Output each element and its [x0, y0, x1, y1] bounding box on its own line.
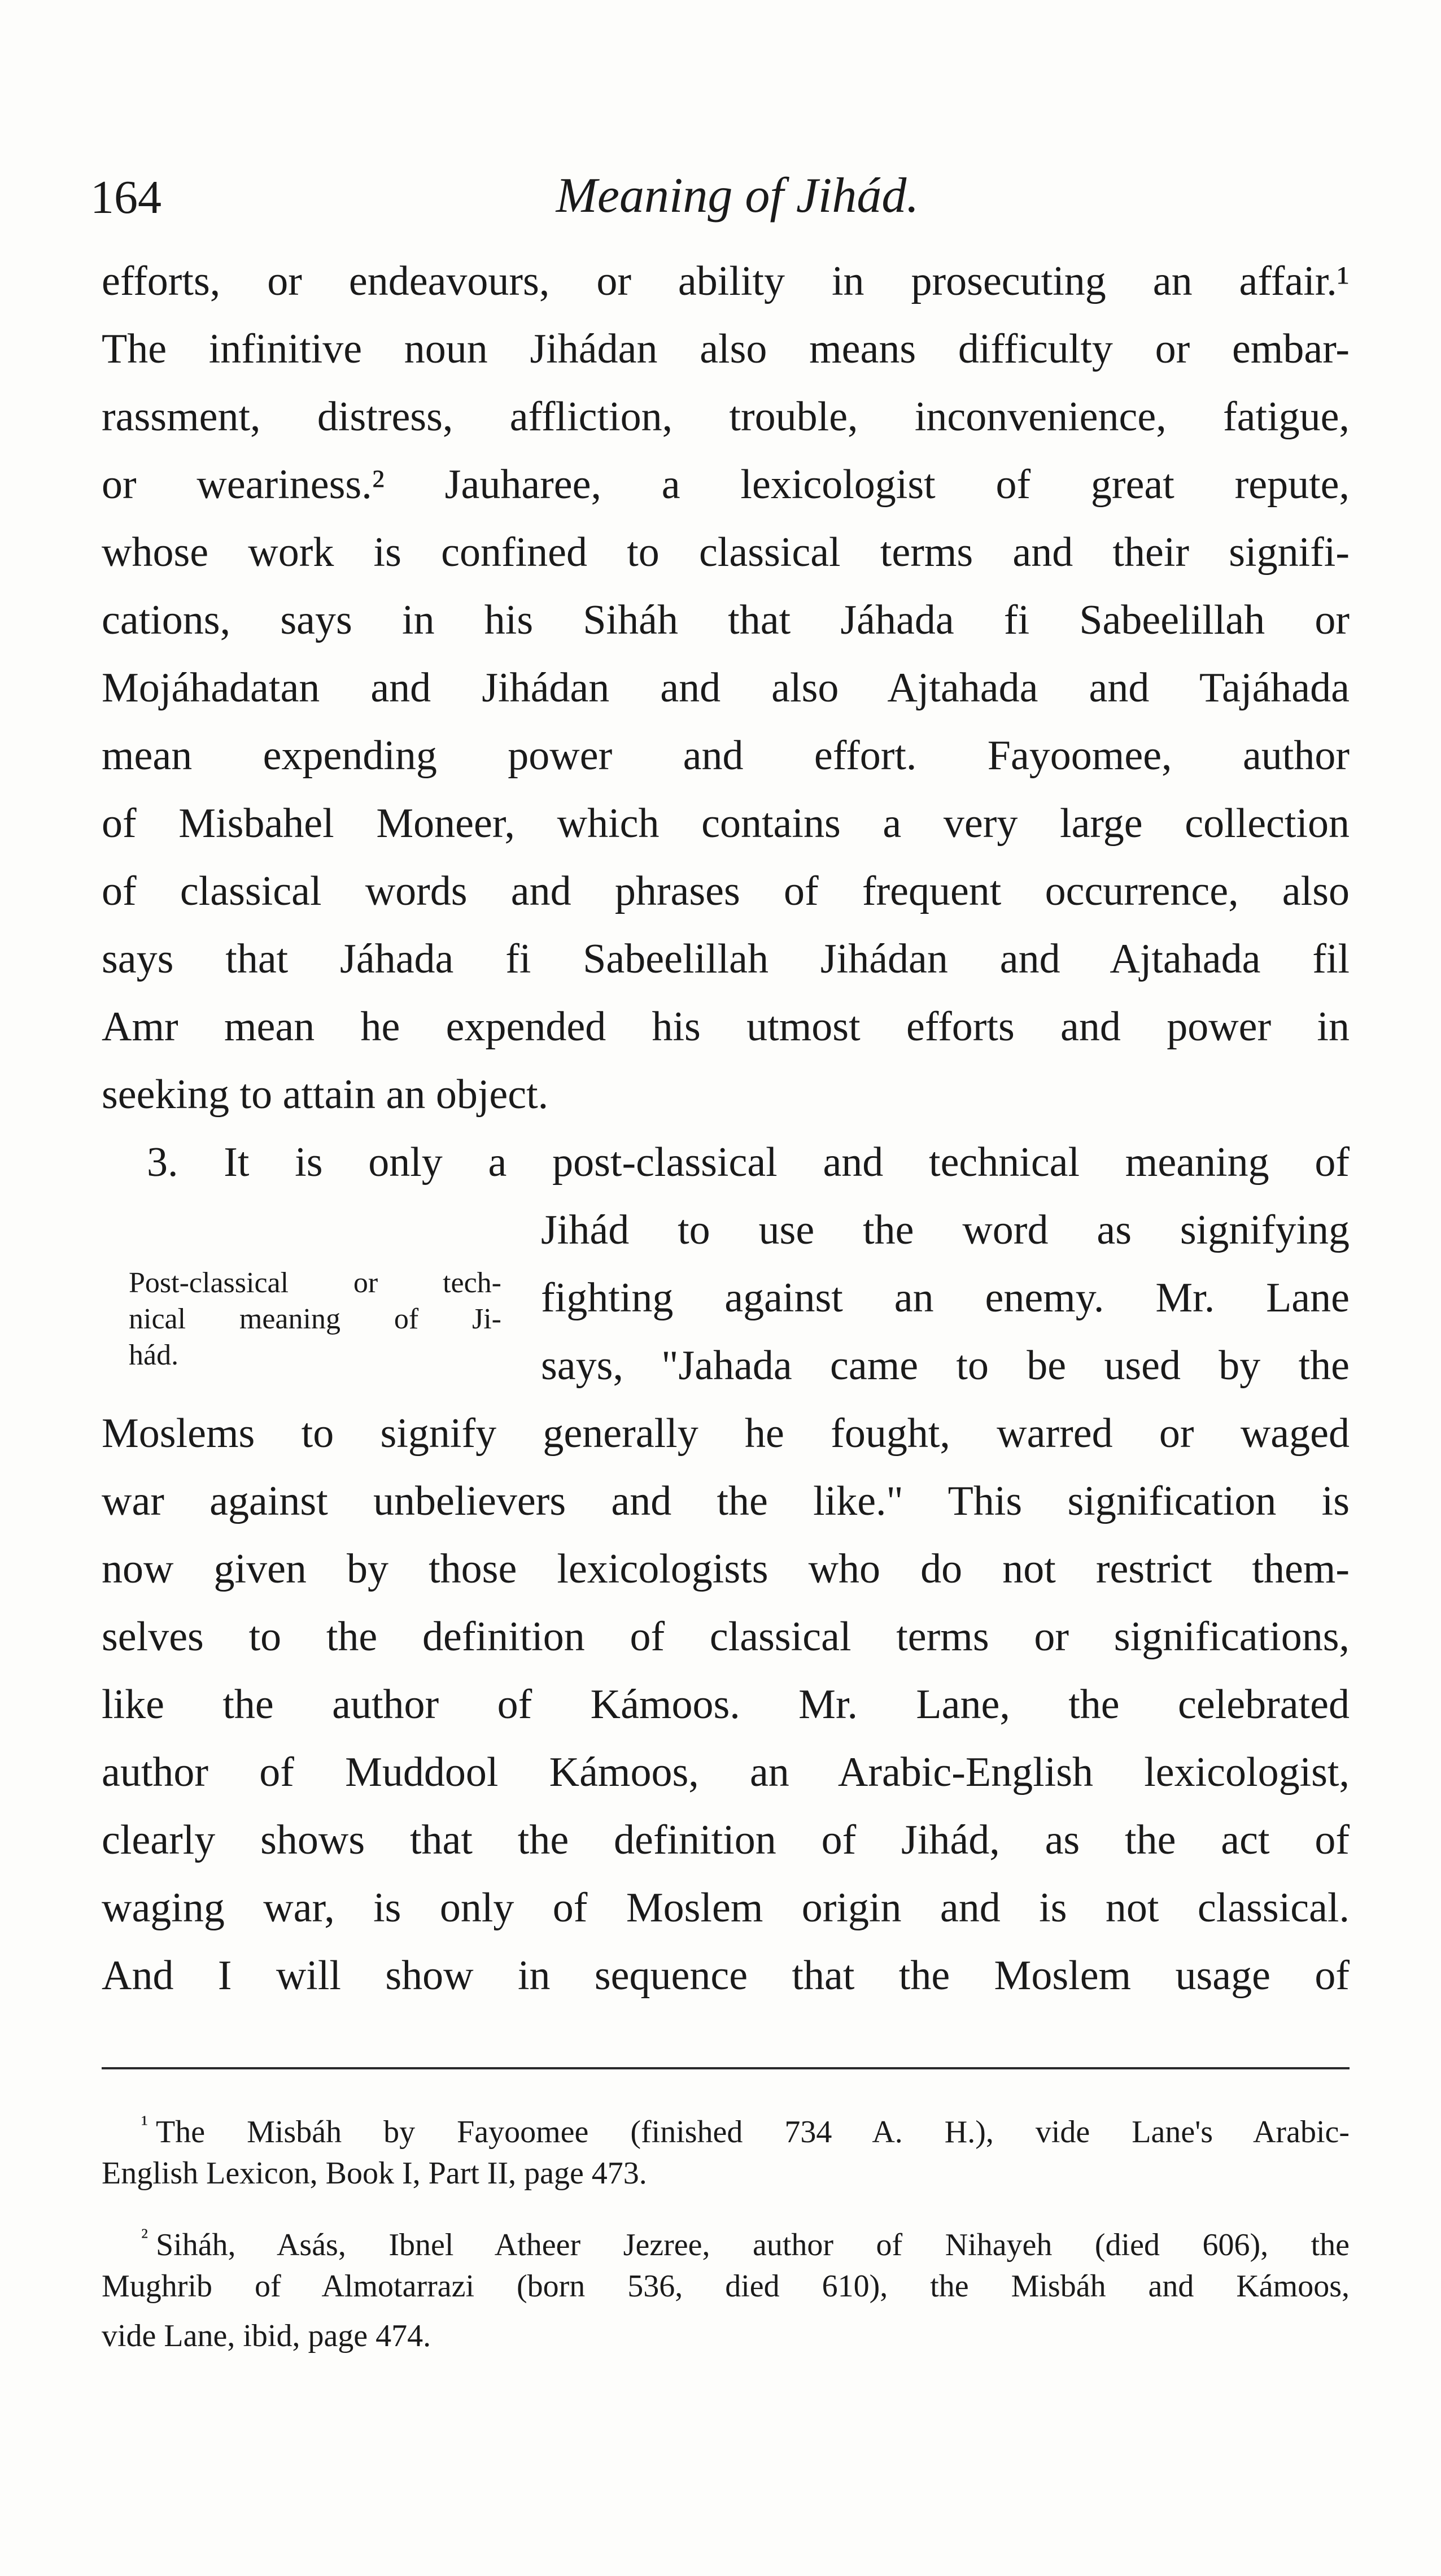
footnote-2-line: Mughrib of Almotarrazi (born 536, died 610), the Misbáh and Kámoos, — [102, 2269, 1350, 2304]
body-line: of Misbahel Moneer, which contains a very large collection — [102, 800, 1350, 847]
body-line: Mojáhadatan and Jihádan and also Ajtahada and Tajáhada — [102, 665, 1350, 711]
body-line: Jihád to use the word as signifying — [541, 1207, 1350, 1253]
margin-note-line: Post-classical or tech- — [129, 1267, 501, 1299]
body-line: mean expending power and effort. Fayoomee, author — [102, 733, 1350, 779]
margin-note-line: hád. — [129, 1339, 179, 1371]
body-line: of classical words and phrases of frequent occurrence, also — [102, 868, 1350, 914]
body-line: fighting against an enemy. Mr. Lane — [541, 1275, 1350, 1321]
footnote-1-line: English Lexicon, Book I, Part II, page 473. — [102, 2156, 647, 2191]
footnote-marker: ¹ — [141, 2111, 148, 2136]
footnote-text: The Misbáh by Fayoomee (finished 734 A. H.), vide Lane's Arabic- — [156, 2115, 1350, 2150]
body-line: cations, says in his Siháh that Jáhada fi Sabeelillah or — [102, 597, 1350, 643]
body-line: says, "Jahada came to be used by the — [541, 1343, 1350, 1389]
footnote-text: Siháh, Asás, Ibnel Atheer Jezree, author of Nihayeh (died 606), the — [156, 2228, 1350, 2263]
margin-note-line: nical meaning of Ji- — [129, 1303, 501, 1335]
body-line: waging war, is only of Moslem origin and is not classical. — [102, 1885, 1350, 1931]
body-line: selves to the definition of classical terms or significations, — [102, 1614, 1350, 1660]
body-line: says that Jáhada fi Sabeelillah Jihádan and Ajtahada fil — [102, 936, 1350, 982]
body-line: Amr mean he expended his utmost efforts and power in — [102, 1004, 1350, 1050]
footnote-1-line — [141, 2101, 1350, 2155]
footnote-marker: ² — [141, 2224, 148, 2249]
body-line: seeking to attain an object. — [102, 1071, 549, 1118]
body-line: rassment, distress, affliction, trouble, inconvenience, fatigue, — [102, 394, 1350, 440]
paragraph-start-line: 3. It is only a post-classical and technical meaning of — [147, 1139, 1350, 1185]
footnote-rule — [102, 2067, 1350, 2069]
body-line: or weariness.² Jauharee, a lexicologist of great repute, — [102, 461, 1350, 508]
body-line: whose work is confined to classical terms and their signifi- — [102, 529, 1350, 576]
footnote-2-line — [141, 2214, 1350, 2268]
body-line: now given by those lexicologists who do not restrict them- — [102, 1546, 1350, 1592]
body-line: author of Muddool Kámoos, an Arabic-English lexicologist, — [102, 1749, 1350, 1795]
body-line: Moslems to signify generally he fought, warred or waged — [102, 1410, 1350, 1457]
page-number: 164 — [90, 171, 161, 224]
margin-note — [129, 1265, 501, 1374]
body-line: clearly shows that the definition of Jihád, as the act of — [102, 1817, 1350, 1863]
body-line: efforts, or endeavours, or ability in prosecuting an affair.¹ — [102, 258, 1350, 304]
footnote-2-line: vide Lane, ibid, page 474. — [102, 2318, 431, 2353]
body-line: war against unbelievers and the like." This signification is — [102, 1478, 1350, 1524]
body-line: like the author of Kámoos. Mr. Lane, the celebrated — [102, 1681, 1350, 1728]
body-line: And I will show in sequence that the Moslem usage of — [102, 1952, 1350, 1999]
body-line: The infinitive noun Jihádan also means difficulty or embar- — [102, 326, 1350, 372]
running-head: Meaning of Jihád. — [556, 168, 919, 223]
